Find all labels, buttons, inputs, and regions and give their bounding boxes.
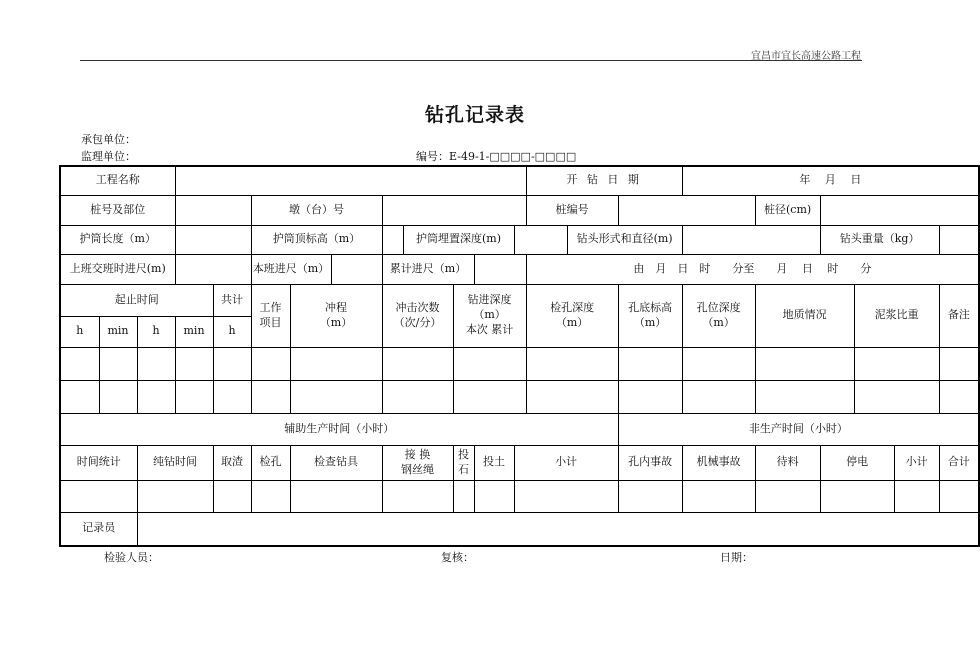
casing-top-value[interactable] [382,225,403,254]
start-date-value[interactable]: 年 月 日 [682,166,979,195]
table-row [60,254,979,284]
min-col-2: min [175,316,213,347]
aux-subtotal-label: 小计 [514,445,618,480]
table-row [60,480,979,512]
table-row [60,225,979,254]
stroke-header: 冲程 （m） [290,284,382,347]
non-prod-time-header: 非生产时间（小时） [618,413,979,445]
table-row [60,195,979,225]
project-name-label: 工程名称 [60,166,175,195]
aux-time-header: 辅助生产时间（小时） [60,413,618,445]
total-header: 共计 [213,284,251,316]
bit-weight-value[interactable] [939,225,979,254]
recorder-label: 记录员 [60,512,137,546]
wait-material-label: 待料 [755,445,820,480]
clay-label: 投土 [474,445,514,480]
review-label: 复核： [441,551,474,564]
supervisor-label: 监理单位： [81,150,136,163]
pure-drill-label: 纯钻时间 [137,445,213,480]
cumulative-label: 累计进尺（m） [382,254,474,284]
pile-no-label: 桩号及部位 [60,195,175,225]
hole-accident-label: 孔内事故 [618,445,682,480]
start-date-label: 开 钻 日 期 [526,166,682,195]
slag-label: 取渣 [213,445,251,480]
inspector-label: 检验人员： [104,551,159,564]
time-range[interactable]: 由 月 日 时 分至 月 日 时 分 [526,254,979,284]
this-shift-label: 本班进尺（m） [251,254,331,284]
table-row [60,347,979,380]
geology-header: 地质情况 [755,284,854,347]
table-row [60,166,979,195]
contractor-label: 承包单位： [81,133,136,146]
pile-diameter-value[interactable] [820,195,979,225]
power-out-label: 停电 [820,445,894,480]
min-col-1: min [99,316,137,347]
form-title: 钻孔记录表 [424,104,525,126]
table-row [60,380,979,413]
mech-accident-label: 机械事故 [682,445,755,480]
table-row [60,284,979,316]
this-shift-value[interactable] [331,254,382,284]
form-code: 编号：E-49-1-□□□□-□□□□ [416,150,577,163]
cumulative-value[interactable] [474,254,526,284]
check-depth-header: 检孔深度 （m） [526,284,618,347]
prev-shift-value[interactable] [175,254,251,284]
time-stat-label: 时间统计 [60,445,137,480]
project-name-value[interactable] [175,166,526,195]
rope-label: 接 换 钢丝绳 [382,445,453,480]
hour-col-2: h [137,316,175,347]
bit-weight-label: 钻头重量（kg） [820,225,939,254]
pile-no-value[interactable] [175,195,251,225]
table-row [60,413,979,445]
impacts-header: 冲击次数 （次/分） [382,284,453,347]
casing-depth-value[interactable] [514,225,567,254]
table-row [60,445,979,480]
stone-label: 投石 [453,445,474,480]
pier-no-value[interactable] [382,195,526,225]
check-hole-label: 检孔 [251,445,290,480]
recorder-value[interactable] [137,512,979,546]
header-divider [80,60,862,61]
prev-shift-label: 上班交班时进尺(m) [60,254,175,284]
non-prod-subtotal-label: 小计 [894,445,939,480]
pile-code-value[interactable] [618,195,755,225]
slurry-header: 泥浆比重 [854,284,939,347]
drill-depth-header: 钻进深度 （m） 本次 累计 [453,284,526,347]
project-header: 宜昌市宜长高速公路工程 [751,51,861,62]
grand-total-label: 合计 [939,445,979,480]
hole-bottom-header: 孔底标高 （m） [618,284,682,347]
hour-col-1: h [60,316,99,347]
casing-top-label: 护筒顶标高（m） [251,225,382,254]
table-row [60,512,979,546]
work-item-header: 工作 项目 [251,284,290,347]
date-label: 日期： [720,551,753,564]
casing-depth-label: 护筒埋置深度(m) [403,225,514,254]
casing-length-label: 护筒长度（m） [60,225,175,254]
pile-code-label: 桩编号 [526,195,618,225]
casing-length-value[interactable] [175,225,251,254]
bit-type-value[interactable] [682,225,820,254]
hole-depth-header: 孔位深度 （m） [682,284,755,347]
check-bit-label: 检查钻具 [290,445,382,480]
pile-diameter-label: 桩径(cm) [755,195,820,225]
remark-header: 备注 [939,284,979,347]
bit-type-label: 钻头形式和直径(m) [567,225,682,254]
start-end-time-header: 起止时间 [60,284,213,316]
hour-col-3: h [213,316,251,347]
pier-no-label: 墩（台）号 [251,195,382,225]
drilling-record-table [59,165,980,547]
